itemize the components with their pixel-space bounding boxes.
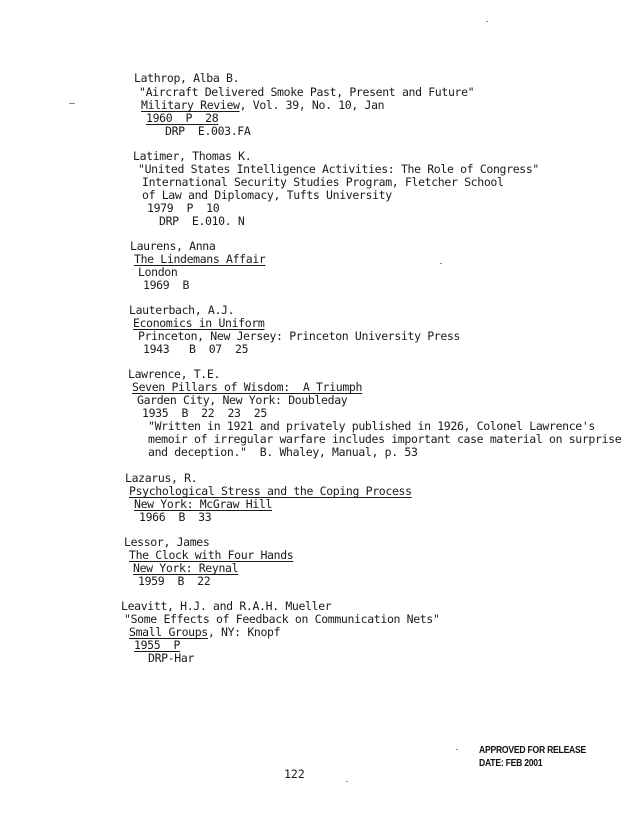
entry-publisher: International Security Studies Program, Fletcher School (142, 175, 504, 189)
entry-title: The Clock with Four Hands (129, 548, 294, 562)
entry-annotation: memoir of irregular warfare includes important case material on surprise (148, 432, 622, 446)
entry-title: Psychological Stress and the Coping Process (129, 484, 412, 498)
entry-year-code: 1960 P 28 (146, 111, 219, 125)
entry-title: "United States Intelligence Activities: The Role of Congress" (138, 162, 539, 176)
entry-author: Lathrop, Alba B. (134, 71, 240, 85)
release-stamp-line2: DATE: FEB 2001 (479, 757, 543, 769)
entry-author: Lawrence, T.E. (128, 367, 221, 381)
entry-publisher: Princeton, New Jersey: Princeton University Press (138, 329, 461, 343)
entry-year-code: 1969 B (143, 278, 190, 292)
scan-speck (440, 263, 442, 264)
entry-year-code: 1979 P 10 (147, 201, 220, 215)
entry-annotation: and deception." B. Whaley, Manual, p. 53 (148, 445, 418, 459)
scan-speck (486, 21, 488, 22)
entry-publisher: New York: Reynal (133, 561, 239, 575)
entry-publication-detail: , NY: Knopf (207, 625, 281, 639)
entry-title: "Aircraft Delivered Smoke Past, Present and Future" (139, 85, 475, 99)
entry-author: Lessor, James (124, 535, 210, 549)
entry-year-code: 1966 B 33 (139, 510, 212, 524)
entry-year-code: 1943 B 07 25 (143, 342, 249, 356)
scan-speck (346, 781, 348, 782)
entry-drp-code: DRP E.003.FA (165, 124, 251, 138)
entry-drp-code: DRP-Har (148, 651, 195, 665)
release-stamp-line1: APPROVED FOR RELEASE (479, 744, 587, 756)
entry-publication-title: Small Groups (129, 625, 208, 639)
entry-annotation: "Written in 1921 and privately published in 1926, Colonel Lawrence's (148, 419, 596, 433)
entry-title: "Some Effects of Feedback on Communication Nets" (124, 612, 440, 626)
entry-year-code: 1959 B 22 (138, 574, 211, 588)
entry-author: Latimer, Thomas K. (133, 149, 252, 163)
entry-publisher: of Law and Diplomacy, Tufts University (142, 188, 392, 202)
entry-publisher: New York: McGraw Hill (134, 497, 273, 511)
entry-title: The Lindemans Affair (134, 252, 266, 266)
entry-author: Lazarus, R. (125, 471, 198, 485)
entry-publisher: Garden City, New York: Doubleday (137, 393, 348, 407)
entry-publication-detail: , Vol. 39, No. 10, Jan (239, 98, 385, 112)
entry-author: Lauterbach, A.J. (129, 303, 235, 317)
entry-year-code: 1955 P (134, 638, 181, 652)
entry-year-code: 1935 B 22 23 25 (142, 406, 267, 420)
entry-title: Economics in Uniform (133, 316, 265, 330)
scan-speck (69, 103, 75, 104)
page-number: 122 (284, 767, 305, 781)
entry-publisher: London (138, 265, 178, 279)
entry-title: Seven Pillars of Wisdom: A Triumph (132, 380, 363, 394)
entry-author: Leavitt, H.J. and R.A.H. Mueller (121, 599, 332, 613)
entry-drp-code: DRP E.010. N (159, 214, 245, 228)
entry-publication-title: Military Review (141, 98, 240, 112)
entry-author: Laurens, Anna (130, 239, 216, 253)
scan-speck (456, 749, 458, 750)
